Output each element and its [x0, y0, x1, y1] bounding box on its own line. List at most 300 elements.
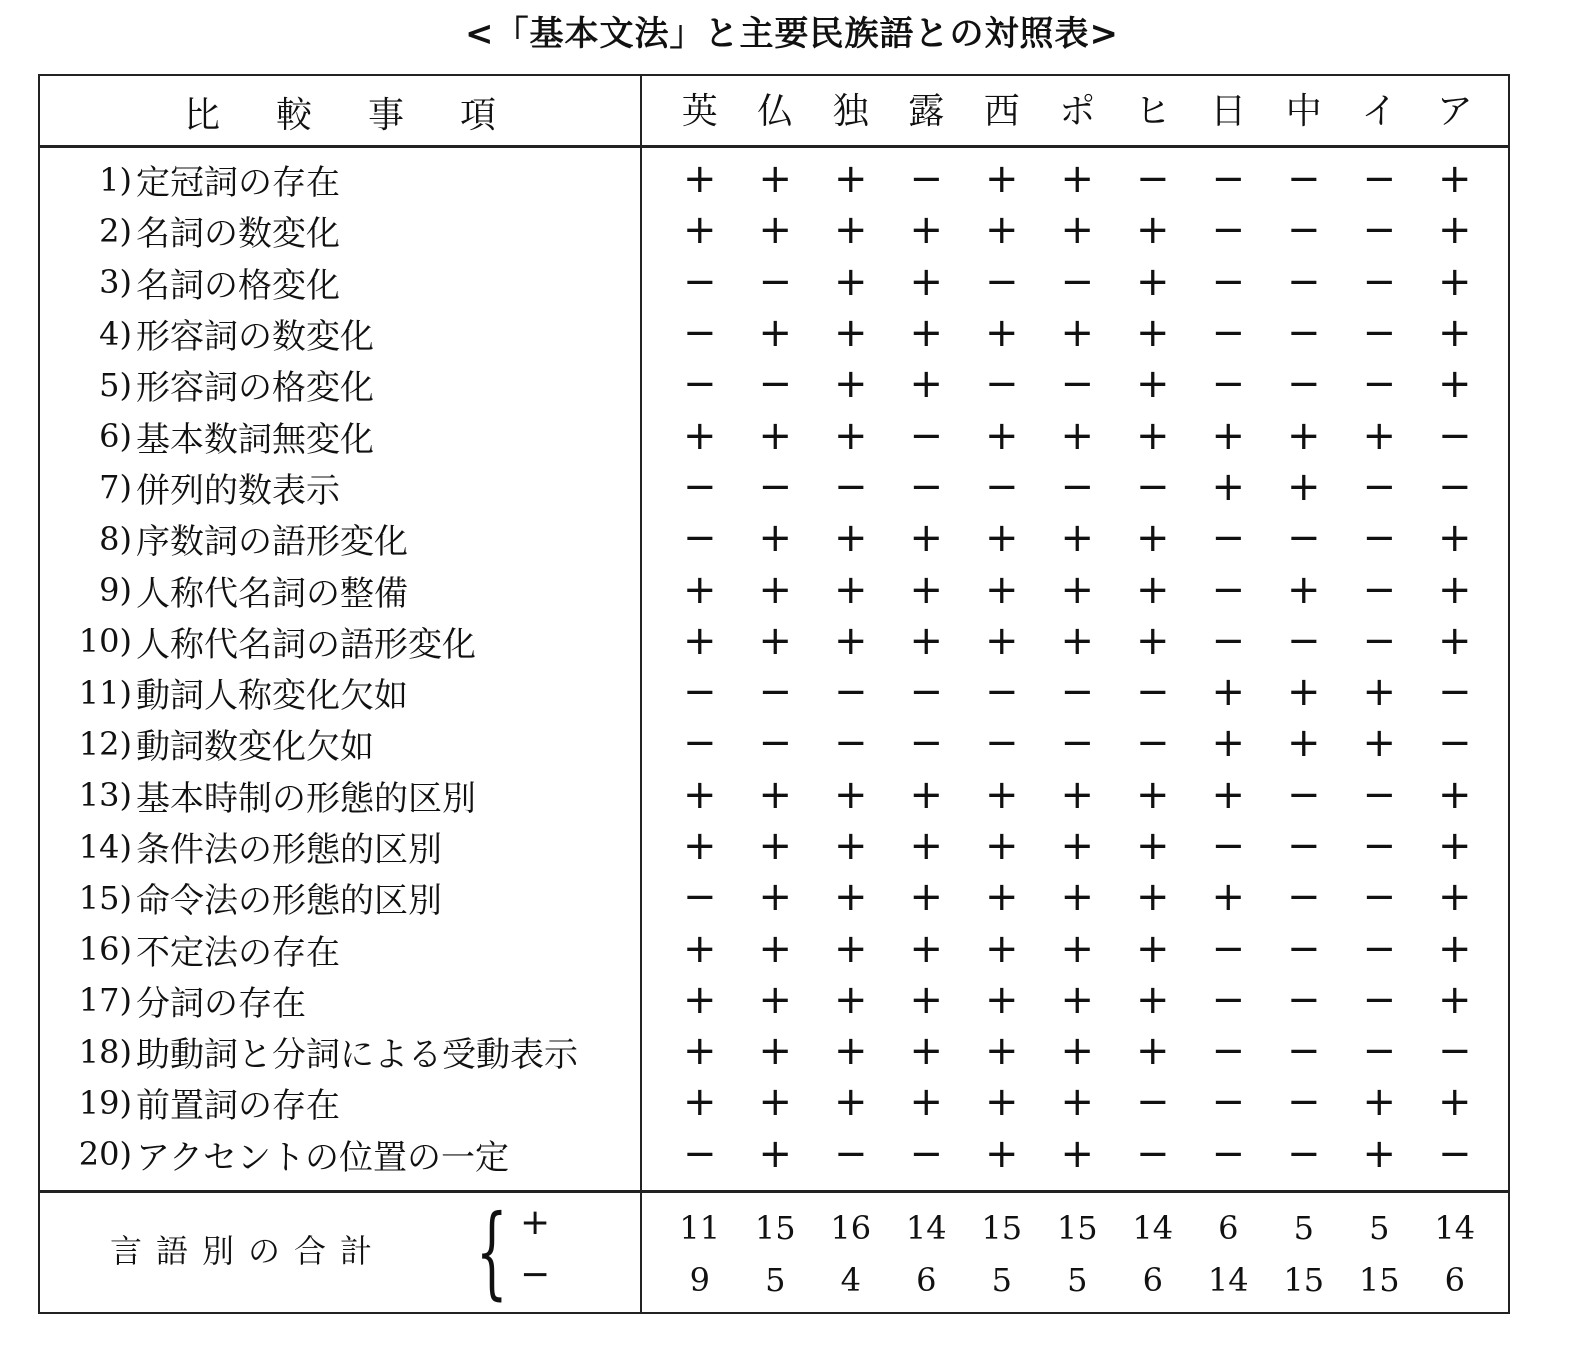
- item-number: 11): [78, 673, 132, 712]
- value-cell: −: [1286, 310, 1321, 357]
- value-cell: +: [1437, 310, 1472, 357]
- value-cell: +: [1362, 1079, 1396, 1126]
- value-cell: +: [758, 771, 792, 818]
- value-cell: +: [1211, 463, 1245, 510]
- value-cell: +: [984, 771, 1019, 818]
- item-number: 2): [99, 211, 132, 250]
- value-cell: +: [1286, 566, 1321, 613]
- comparison-item: [50, 770, 640, 821]
- value-cell: −: [1437, 463, 1472, 510]
- value-cell: +: [1286, 412, 1321, 459]
- total-minus-cell: 4: [840, 1261, 861, 1299]
- value-cell: −: [1362, 258, 1396, 305]
- language-header-english: 英: [681, 91, 718, 132]
- item-number: 7): [99, 468, 132, 507]
- language-header-japanese: 日: [1210, 91, 1247, 132]
- value-cell: −: [1362, 566, 1396, 613]
- table-row: [662, 770, 1492, 821]
- comparison-item: [50, 1129, 640, 1180]
- value-cell: +: [984, 156, 1019, 203]
- comparison-item: [50, 718, 640, 769]
- value-cell: +: [984, 515, 1019, 562]
- table-row: [662, 410, 1492, 461]
- value-cell: −: [1286, 1079, 1321, 1126]
- value-cell: −: [909, 669, 943, 716]
- value-cell: +: [909, 617, 943, 664]
- value-cell: +: [833, 412, 868, 459]
- value-cell: −: [1362, 156, 1396, 203]
- value-cell: +: [682, 925, 717, 972]
- comparison-item: [50, 1026, 640, 1077]
- table-row: [662, 1129, 1492, 1180]
- value-cell: −: [682, 310, 717, 357]
- value-cell: −: [984, 669, 1019, 716]
- item-label: 前置詞の存在: [136, 1086, 340, 1127]
- item-number: 19): [78, 1083, 132, 1122]
- value-cell: +: [909, 258, 943, 305]
- total-plus-cell: 16: [830, 1209, 872, 1247]
- total-minus-cell: 9: [689, 1261, 710, 1299]
- value-cell: +: [1437, 361, 1472, 408]
- value-cell: −: [682, 515, 717, 562]
- language-header-german: 独: [832, 91, 869, 132]
- value-cell: −: [1286, 207, 1321, 254]
- brace-symbol: {: [475, 1193, 508, 1310]
- comparison-item: [50, 257, 640, 308]
- item-label: 動詞数変化欠如: [136, 727, 374, 768]
- value-cell: +: [1362, 1130, 1396, 1177]
- value-cell: −: [1135, 156, 1170, 203]
- value-cell: −: [1060, 361, 1094, 408]
- item-label: 定冠詞の存在: [136, 163, 340, 204]
- comparison-item: [50, 1077, 640, 1128]
- value-cell: +: [1437, 156, 1472, 203]
- item-label: 基本時制の形態的区別: [136, 778, 476, 819]
- value-cell: −: [1362, 515, 1396, 562]
- value-cell: −: [1437, 1130, 1472, 1177]
- item-number: 10): [78, 622, 132, 661]
- value-cell: +: [833, 1028, 868, 1075]
- item-label: 基本数詞無変化: [136, 419, 374, 460]
- value-cell: +: [1135, 925, 1170, 972]
- value-cell: +: [682, 412, 717, 459]
- value-cell: +: [984, 207, 1019, 254]
- value-cell: +: [682, 617, 717, 664]
- value-cell: −: [1211, 1130, 1245, 1177]
- language-header-hindi: ヒ: [1134, 91, 1171, 132]
- total-minus-cell: 5: [991, 1261, 1012, 1299]
- value-cell: −: [1060, 258, 1094, 305]
- table-row: [662, 616, 1492, 667]
- total-minus-cell: 15: [1283, 1261, 1325, 1299]
- totals-block: [662, 1202, 1492, 1306]
- value-cell: +: [682, 207, 717, 254]
- value-cell: −: [1286, 925, 1321, 972]
- value-cell: +: [984, 310, 1019, 357]
- value-cell: −: [1286, 1028, 1321, 1075]
- total-minus-cell: 5: [1067, 1261, 1088, 1299]
- value-cell: +: [833, 566, 868, 613]
- value-cell: −: [1135, 1079, 1170, 1126]
- value-cell: +: [1135, 566, 1170, 613]
- value-cell: +: [984, 976, 1019, 1023]
- item-label: 形容詞の格変化: [136, 368, 374, 409]
- value-cell: +: [1437, 617, 1472, 664]
- item-label: 動詞人称変化欠如: [136, 676, 408, 717]
- column-divider: [640, 74, 642, 1314]
- value-cell: +: [909, 207, 943, 254]
- value-cell: −: [1211, 1079, 1245, 1126]
- table-row: [662, 308, 1492, 359]
- value-cell: −: [1362, 207, 1396, 254]
- value-cell: +: [1060, 310, 1094, 357]
- language-header-chinese: 中: [1285, 91, 1322, 132]
- table-row: [662, 718, 1492, 769]
- value-cell: +: [1060, 874, 1094, 921]
- comparison-item: [50, 667, 640, 718]
- total-minus-cell: 6: [1444, 1261, 1465, 1299]
- value-cell: −: [1286, 874, 1321, 921]
- item-label: 併列的数表示: [136, 470, 340, 511]
- totals-label: 言語別の合計: [110, 1232, 387, 1270]
- value-cell: −: [909, 463, 943, 510]
- item-number: 15): [78, 878, 132, 917]
- value-cell: −: [833, 463, 868, 510]
- value-cell: +: [758, 1130, 792, 1177]
- value-cell: +: [1135, 515, 1170, 562]
- value-cell: +: [758, 617, 792, 664]
- value-cell: +: [833, 361, 868, 408]
- value-cell: −: [1362, 874, 1396, 921]
- value-cell: +: [1135, 207, 1170, 254]
- value-cell: +: [1060, 823, 1094, 869]
- value-cell: −: [1286, 361, 1321, 408]
- value-cell: −: [1286, 156, 1321, 203]
- total-plus-cell: 15: [754, 1209, 796, 1247]
- comparison-item: [50, 975, 640, 1026]
- value-cell: −: [1362, 925, 1396, 972]
- value-cell: +: [1135, 874, 1170, 921]
- total-minus-cell: 15: [1358, 1261, 1400, 1299]
- total-plus-cell: 14: [1132, 1209, 1174, 1247]
- value-cell: +: [984, 1130, 1019, 1177]
- comparison-item: [50, 616, 640, 667]
- item-label: 名詞の格変化: [136, 265, 340, 306]
- value-cell: +: [758, 515, 792, 562]
- value-cell: +: [1060, 976, 1094, 1023]
- value-cell: +: [1060, 1079, 1094, 1126]
- language-header-portuguese: ポ: [1059, 91, 1096, 132]
- comparison-item: [50, 308, 640, 359]
- value-cell: −: [1211, 823, 1245, 869]
- table-row: [662, 513, 1492, 564]
- value-cell: +: [682, 771, 717, 818]
- value-cell: −: [1362, 823, 1396, 869]
- value-cell: +: [1437, 823, 1472, 869]
- comparison-item: [50, 205, 640, 256]
- item-number: 1): [99, 160, 132, 199]
- value-cell: +: [833, 207, 868, 254]
- value-cell: +: [682, 156, 717, 203]
- item-number: 9): [99, 571, 132, 610]
- value-cell: −: [909, 720, 943, 767]
- value-cell: −: [1135, 463, 1170, 510]
- value-cell: +: [758, 874, 792, 921]
- comparison-items-list: [50, 154, 640, 1180]
- value-cell: −: [1060, 669, 1094, 716]
- value-cell: +: [984, 823, 1019, 869]
- total-plus-cell: 5: [1293, 1209, 1314, 1247]
- value-cell: −: [1286, 258, 1321, 305]
- value-cell: −: [682, 463, 717, 510]
- table-row: [662, 872, 1492, 923]
- value-cell: −: [1362, 310, 1396, 357]
- value-cell: +: [909, 515, 943, 562]
- value-cell: −: [833, 669, 868, 716]
- value-cell: −: [1362, 771, 1396, 818]
- value-cell: −: [1362, 1028, 1396, 1075]
- value-cell: +: [758, 566, 792, 613]
- value-cell: −: [682, 1130, 717, 1177]
- value-cell: +: [758, 925, 792, 972]
- item-label: アクセントの位置の一定: [136, 1137, 509, 1178]
- value-cell: −: [909, 1130, 943, 1177]
- value-cell: +: [1135, 361, 1170, 408]
- value-cell: +: [909, 361, 943, 408]
- table-row: [662, 1026, 1492, 1077]
- value-cell: −: [1211, 207, 1245, 254]
- comparison-item: [50, 923, 640, 974]
- header-char: 較: [275, 94, 312, 136]
- comparison-item: [50, 462, 640, 513]
- table-row: [662, 257, 1492, 308]
- item-label: 名詞の数変化: [136, 214, 340, 255]
- value-cell: −: [682, 874, 717, 921]
- total-plus-cell: 14: [905, 1209, 947, 1247]
- table-row: [662, 564, 1492, 615]
- value-cell: −: [1060, 463, 1094, 510]
- value-cell: +: [984, 1028, 1019, 1075]
- total-plus-cell: 6: [1218, 1209, 1239, 1247]
- value-cell: −: [1286, 771, 1321, 818]
- header-char: 事: [368, 94, 405, 136]
- value-cell: +: [1135, 976, 1170, 1023]
- value-cell: +: [1437, 566, 1472, 613]
- table-row: [662, 154, 1492, 205]
- value-cell: −: [984, 720, 1019, 767]
- value-cell: −: [1211, 515, 1245, 562]
- value-cell: +: [758, 823, 792, 869]
- comparison-item: [50, 872, 640, 923]
- value-cell: −: [682, 361, 717, 408]
- value-cell: −: [1286, 823, 1321, 869]
- value-cell: +: [1437, 515, 1472, 562]
- table-row: [662, 975, 1492, 1026]
- value-cell: +: [1135, 1028, 1170, 1075]
- item-number: 6): [99, 417, 132, 456]
- total-plus-cell: 5: [1369, 1209, 1390, 1247]
- value-cell: −: [758, 258, 792, 305]
- value-cell: +: [1437, 207, 1472, 254]
- value-cell: +: [1060, 1028, 1094, 1075]
- value-cell: −: [1362, 976, 1396, 1023]
- value-cell: −: [1437, 1028, 1472, 1075]
- value-cell: +: [984, 412, 1019, 459]
- value-cell: +: [1286, 720, 1321, 767]
- value-cell: +: [1060, 515, 1094, 562]
- value-cell: −: [984, 463, 1019, 510]
- total-plus-cell: 14: [1434, 1209, 1476, 1247]
- value-cell: +: [1135, 258, 1170, 305]
- value-cell: +: [1437, 258, 1472, 305]
- value-cell: +: [1437, 874, 1472, 921]
- value-cell: +: [909, 310, 943, 357]
- language-header-arabic: ア: [1436, 91, 1473, 132]
- value-cell: +: [833, 310, 868, 357]
- total-minus-cell: 6: [916, 1261, 937, 1299]
- value-cell: −: [984, 361, 1019, 408]
- value-cell: −: [1135, 1130, 1170, 1177]
- value-cell: +: [1211, 412, 1245, 459]
- value-cell: +: [1286, 463, 1321, 510]
- table-row: [662, 667, 1492, 718]
- item-number: 18): [78, 1032, 132, 1071]
- value-cell: +: [909, 823, 943, 869]
- table-row: [662, 462, 1492, 513]
- value-cell: +: [1060, 771, 1094, 818]
- value-cell: −: [1211, 156, 1245, 203]
- language-header-spanish: 西: [983, 91, 1020, 132]
- value-cell: +: [909, 976, 943, 1023]
- value-cell: −: [1286, 1130, 1321, 1177]
- value-cell: −: [1211, 617, 1245, 664]
- value-cell: +: [984, 874, 1019, 921]
- value-cell: +: [909, 874, 943, 921]
- value-cell: +: [984, 566, 1019, 613]
- value-cell: −: [758, 361, 792, 408]
- value-cell: +: [1211, 720, 1245, 767]
- value-cell: +: [909, 1028, 943, 1075]
- value-cell: +: [682, 1079, 717, 1126]
- item-number: 13): [78, 776, 132, 815]
- value-cell: +: [1211, 669, 1245, 716]
- value-cell: −: [833, 720, 868, 767]
- item-number: 14): [78, 827, 132, 866]
- totals-label-cell: [40, 1193, 640, 1312]
- comparison-items-header: [40, 82, 640, 142]
- value-cell: −: [909, 412, 943, 459]
- value-cell: −: [1211, 566, 1245, 613]
- value-cell: +: [1060, 412, 1094, 459]
- value-cell: +: [1362, 669, 1396, 716]
- value-cell: +: [1135, 823, 1170, 869]
- value-cell: −: [1211, 310, 1245, 357]
- value-cell: +: [1437, 1079, 1472, 1126]
- item-number: 4): [99, 314, 132, 353]
- total-minus-cell: 5: [765, 1261, 786, 1299]
- value-cell: +: [909, 566, 943, 613]
- value-cell: −: [1135, 720, 1170, 767]
- value-cell: +: [833, 1079, 868, 1126]
- total-plus-cell: 15: [1056, 1209, 1098, 1247]
- value-cell: +: [833, 925, 868, 972]
- value-cell: −: [1437, 669, 1472, 716]
- table-row: [662, 1077, 1492, 1128]
- value-cell: −: [682, 258, 717, 305]
- value-cell: +: [1060, 617, 1094, 664]
- item-label: 序数詞の語形変化: [136, 522, 408, 563]
- value-cell: +: [1437, 771, 1472, 818]
- value-cell: −: [833, 1130, 868, 1177]
- value-cell: +: [984, 1079, 1019, 1126]
- value-cell: +: [833, 976, 868, 1023]
- item-label: 命令法の形態的区別: [136, 881, 442, 922]
- value-cell: −: [1211, 925, 1245, 972]
- value-cell: +: [682, 823, 717, 869]
- value-cell: −: [1437, 720, 1472, 767]
- table-title: <「基本文法」と主要民族語との対照表>: [465, 14, 1119, 54]
- minus-sign: −: [520, 1254, 551, 1295]
- value-cell: −: [1286, 515, 1321, 562]
- value-cell: +: [1135, 310, 1170, 357]
- value-cell: +: [758, 412, 792, 459]
- value-cell: −: [1060, 720, 1094, 767]
- item-label: 人称代名詞の整備: [136, 573, 408, 614]
- item-label: 分詞の存在: [136, 983, 306, 1024]
- value-cell: +: [1060, 156, 1094, 203]
- item-label: 条件法の形態的区別: [136, 830, 442, 870]
- value-cell: +: [1060, 566, 1094, 613]
- language-header-french: 仏: [757, 91, 794, 132]
- table-row: [662, 923, 1492, 974]
- total-plus-cell: 15: [981, 1209, 1023, 1247]
- value-cell: −: [1211, 976, 1245, 1023]
- value-cell: +: [833, 617, 868, 664]
- comparison-item: [50, 410, 640, 461]
- value-cell: +: [909, 771, 943, 818]
- value-cell: +: [1060, 207, 1094, 254]
- value-cell: −: [758, 669, 792, 716]
- value-cell: −: [1362, 463, 1396, 510]
- item-number: 12): [78, 724, 132, 763]
- table-row: [662, 205, 1492, 256]
- header-char: 項: [460, 94, 497, 136]
- table-row: [662, 821, 1492, 872]
- item-number: 20): [78, 1135, 132, 1174]
- comparison-values-grid: [662, 154, 1492, 1180]
- total-minus-cell: 14: [1207, 1261, 1249, 1299]
- value-cell: +: [1362, 720, 1396, 767]
- value-cell: −: [1437, 412, 1472, 459]
- item-label: 助動詞と分詞による受動表示: [136, 1035, 578, 1076]
- item-number: 17): [78, 981, 132, 1020]
- total-plus-cell: 11: [679, 1209, 721, 1247]
- item-number: 5): [99, 365, 132, 404]
- value-cell: +: [1211, 771, 1245, 818]
- value-cell: +: [1211, 874, 1245, 921]
- total-minus-cell: 6: [1142, 1261, 1163, 1299]
- value-cell: −: [682, 720, 717, 767]
- value-cell: +: [758, 207, 792, 254]
- value-cell: +: [833, 258, 868, 305]
- totals-divider: [38, 1190, 1510, 1193]
- value-cell: −: [909, 156, 943, 203]
- item-number: 16): [78, 930, 132, 969]
- item-number: 3): [99, 263, 132, 302]
- value-cell: −: [1362, 617, 1396, 664]
- value-cell: +: [758, 976, 792, 1023]
- value-cell: +: [1060, 925, 1094, 972]
